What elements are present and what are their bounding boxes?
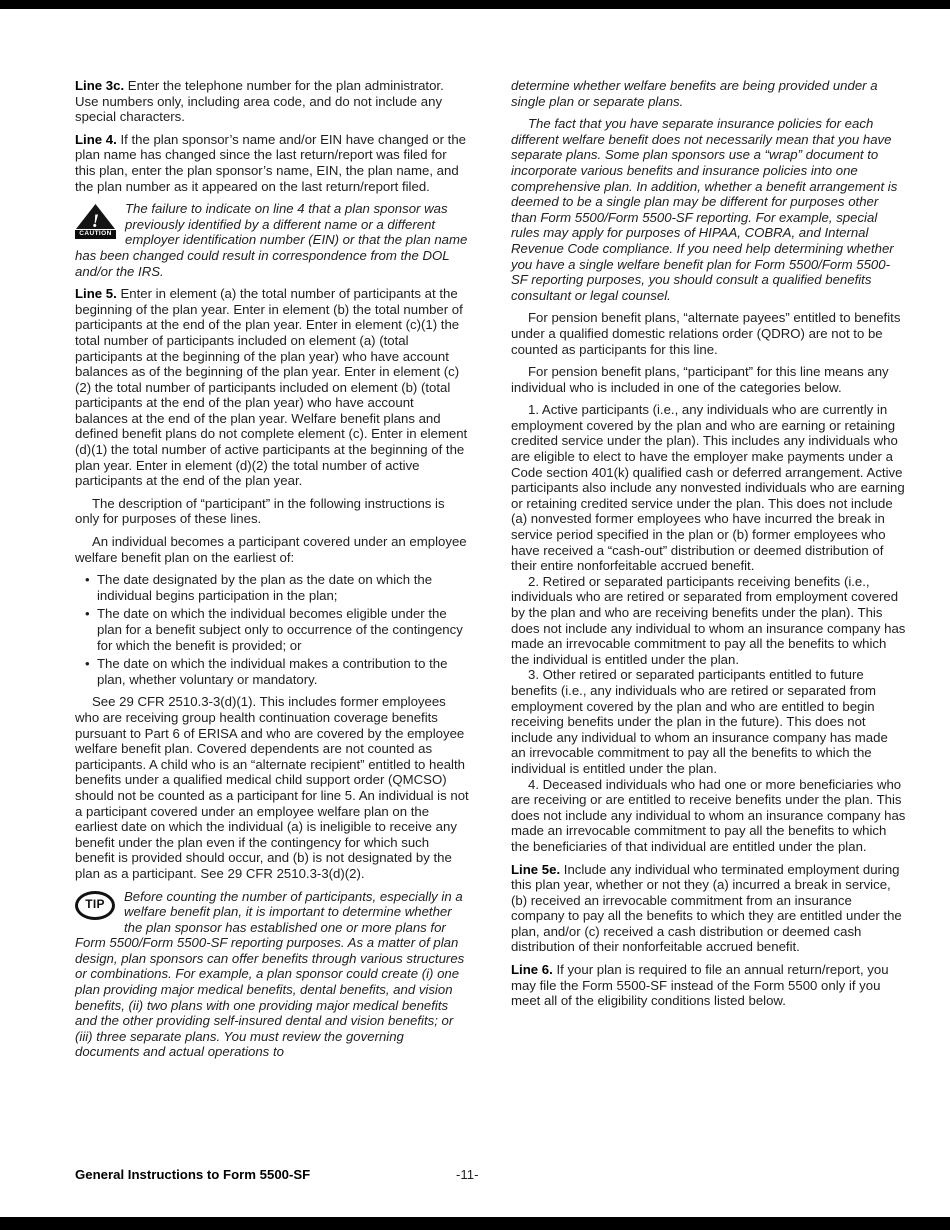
paragraph-earliest-intro: An individual becomes a participant covered under an employee welfare benefit plan on the earliest of: [75,534,467,565]
numbered-item-1: 1. Active participants (i.e., any individuals who are currently in employment covered by the plan and who are earning or retaining credited service under the plan). This includes any individuals who are eligible to elect to have the employer make payments under a Code section 401(k) qualified cash or deferred arrangement. Active participants also include any nonvested individuals who are earning or retaining credited service under the plan. This does not include (a) nonvested former employees who have incurred the break in service period specified in the plan or (b) former employees who have received a “cash-out” distribution or deemed distribution of their entire nonforfeitable accrued benefit. [511,402,905,574]
caution-note-text: The failure to indicate on line 4 that a plan sponsor was previously identified by a different name or a different employer identification number (EIN) or that the plan name has been changed could result in correspondence from the DOL and/or the IRS. [75,201,468,279]
line-4-label: Line 4. [75,131,117,147]
line-3c-label: Line 3c. [75,78,125,93]
numbered-item-3: 3. Other retired or separated participants entitled to future benefits (i.e., any individuals who are retired or separated from employment covered by the plan and who are entitled to begin receiving benefits under the plan in the future). This does not include any individual to whom an insurance company has made an irrevocable commitment to pay all the benefits to which the individual is entitled under the plan. [511,667,888,776]
numbered-item-4: 4. Deceased individuals who had one or more beneficiaries who are receiving or are entitled to receive benefits under the plan. This does not include any individual to whom an insurance company has made an irrevocable commitment to pay all the benefits to which the beneficiaries of that individual are entitled under the plan. [511,776,906,854]
bullet-item: • The date designated by the plan as the date on which the individual begins participation in the plan; [97,572,470,603]
footer-title: General Instructions to Form 5500-SF [75,1167,311,1182]
bullet-item: • The date on which the individual becomes eligible under the plan for a benefit subject only to occurrence of the contingency for which the benefit is provided; or [97,606,470,653]
exclamation-glyph: ! [91,211,100,231]
page-content [75,78,906,1067]
paragraph-line-6 [511,962,906,1009]
paragraph-see-cfr: See 29 CFR 2510.3-3(d)(1). This includes former employees who are receiving group health continuation coverage benefits pursuant to Part 6 of ERISA and who are covered by the employee welfare benefit plan. Covered dependents are not counted as participants. A child who is an “alternate recipient” entitled to health benefits under a qualified medical child support order (QMCSO) should not be counted as a participant for line 5. An individual is not a participant covered under an employee welfare plan on the earliest date on which the individual (a) is ineligible to receive any benefit under the plan even if the contingency for which such benefit is provided should occur, and (b) is not designated by the plan as a participant. See 29 CFR 2510.3-3(d)(2). [75,694,469,881]
bottom-edge-bar [0,1217,950,1230]
top-edge-bar [0,0,950,9]
line-5e-label: Line 5e. [511,861,561,877]
bullet-item: • The date on which the individual makes a contribution to the plan, whether voluntary or mandatory. [97,656,470,687]
caution-note [75,201,470,279]
caution-icon [75,203,116,239]
tip-icon [75,891,115,920]
left-column [75,78,470,1067]
paragraph-participant-means: For pension benefit plans, “participant” for this line means any individual who is included in one of the categories below. [511,364,889,395]
paragraph-line-4 [75,132,470,194]
paragraph-tip-note-continued: determine whether welfare benefits are being provided under a single plan or separate plans. [511,78,878,109]
line-5-text: Enter in element (a) the total number of participants at the beginning of the plan year. Enter in element (b) the total number of participants at the end of the plan year. Enter in element (c)(1) the total number of participants included on element (a) (total participants at the beginning of the plan year) who have account balances as of the beginning of the plan year. Enter in element (c)(2) the total number of participants included on element (b) (total participants at the end of the plan year) who have account balances at the end of the plan year. Welfare benefit plans and defined benefit plans do not complete element (c). Enter in element (d)(1) the total number of active participants at the beginning of the plan year. Enter in element (d)(2) the total number of active participants at the end of the plan year. [75,286,468,489]
line-5-label: Line 5. [75,286,117,302]
page-number: -11- [456,1167,479,1182]
line-6-label: Line 6. [511,962,553,978]
line-4-text: If the plan sponsor’s name and/or EIN have changed or the plan name has changed since the last return/report was filed for this plan, enter the plan sponsor’s name, EIN, the plan name, and the plan number as it appeared on the last return/report filed. [75,131,466,194]
line-6-text: If your plan is required to file an annual return/report, you may file the Form 5500-SF instead of the Form 5500 only if you meet all of the eligibility conditions listed below. [511,962,889,1009]
page-footer [75,1167,906,1182]
paragraph-line-3c [75,78,470,125]
tip-note [75,889,470,1061]
line-5e-text: Include any individual who terminated employment during this plan year, whether or not they (a) incurred a break in service, (b) received an irrevocable commitment from an insurance company to pay all the benefits to which they are entitled under the plan, and/or (c) received a cash distribution or deemed cash distribution of their nonforfeitable accrued benefit. [511,861,902,955]
right-column [511,78,906,1067]
paragraph-qdro: For pension benefit plans, “alternate payees” entitled to benefits under a qualified domestic relations order (QDRO) are not to be counted as participants for this line. [511,310,901,357]
numbered-item-2: 2. Retired or separated participants receiving benefits (i.e., individuals who are retired or separated from employment covered by the plan and who are receiving benefits under the plan). This does not include any individual to whom an insurance company has made an irrevocable commitment to pay all the benefits to which the individual is entitled under the plan. [511,573,906,667]
paragraph-line-5 [75,286,470,489]
paragraph-participant-description: The description of “participant” in the following instructions is only for purposes of these lines. [75,495,445,527]
line-3c-text: Enter the telephone number for the plan administrator. Use numbers only, including area code, and do not include any special characters. [75,78,444,125]
paragraph-separate-policies: The fact that you have separate insurance policies for each different welfare benefit does not necessarily mean that you have separate plans. Some plan sponsors use a “wrap” document to incorporate various benefits and insurance policies into one comprehensive plan. In addition, whether a benefit arrangement is deemed to be a single plan may be different for purposes other than Form 5500/Form 5500-SF reporting. For example, special rules may apply for purposes of HIPAA, COBRA, and Internal Revenue Code compliance. If you need help determining whether you have a single welfare benefit plan for Form 5500/Form 5500-SF reporting purposes, you should consult a qualified benefits consultant or legal counsel. [511,116,898,303]
earliest-date-bullet-list [75,572,470,687]
caution-icon-label: CAUTION [75,230,116,239]
tip-icon-label: TIP [85,897,105,912]
tip-note-text: Before counting the number of participants, especially in a welfare benefit plan, it is important to determine whether the plan sponsor has established one or more plans for Form 5500/Form 5500-SF reporting purposes. As a matter of plan design, plan sponsors can offer benefits through various structures or combinations. For example, a plan sponsor could create (i) one plan providing major medical benefits, dental benefits, and vision benefits, (ii) two plans with one providing major medical benefits and the other providing self-insured dental and vision benefits; or (iii) three separate plans. You must review the governing documents and actual operations to [75,888,465,1060]
paragraph-line-5e [511,862,906,956]
